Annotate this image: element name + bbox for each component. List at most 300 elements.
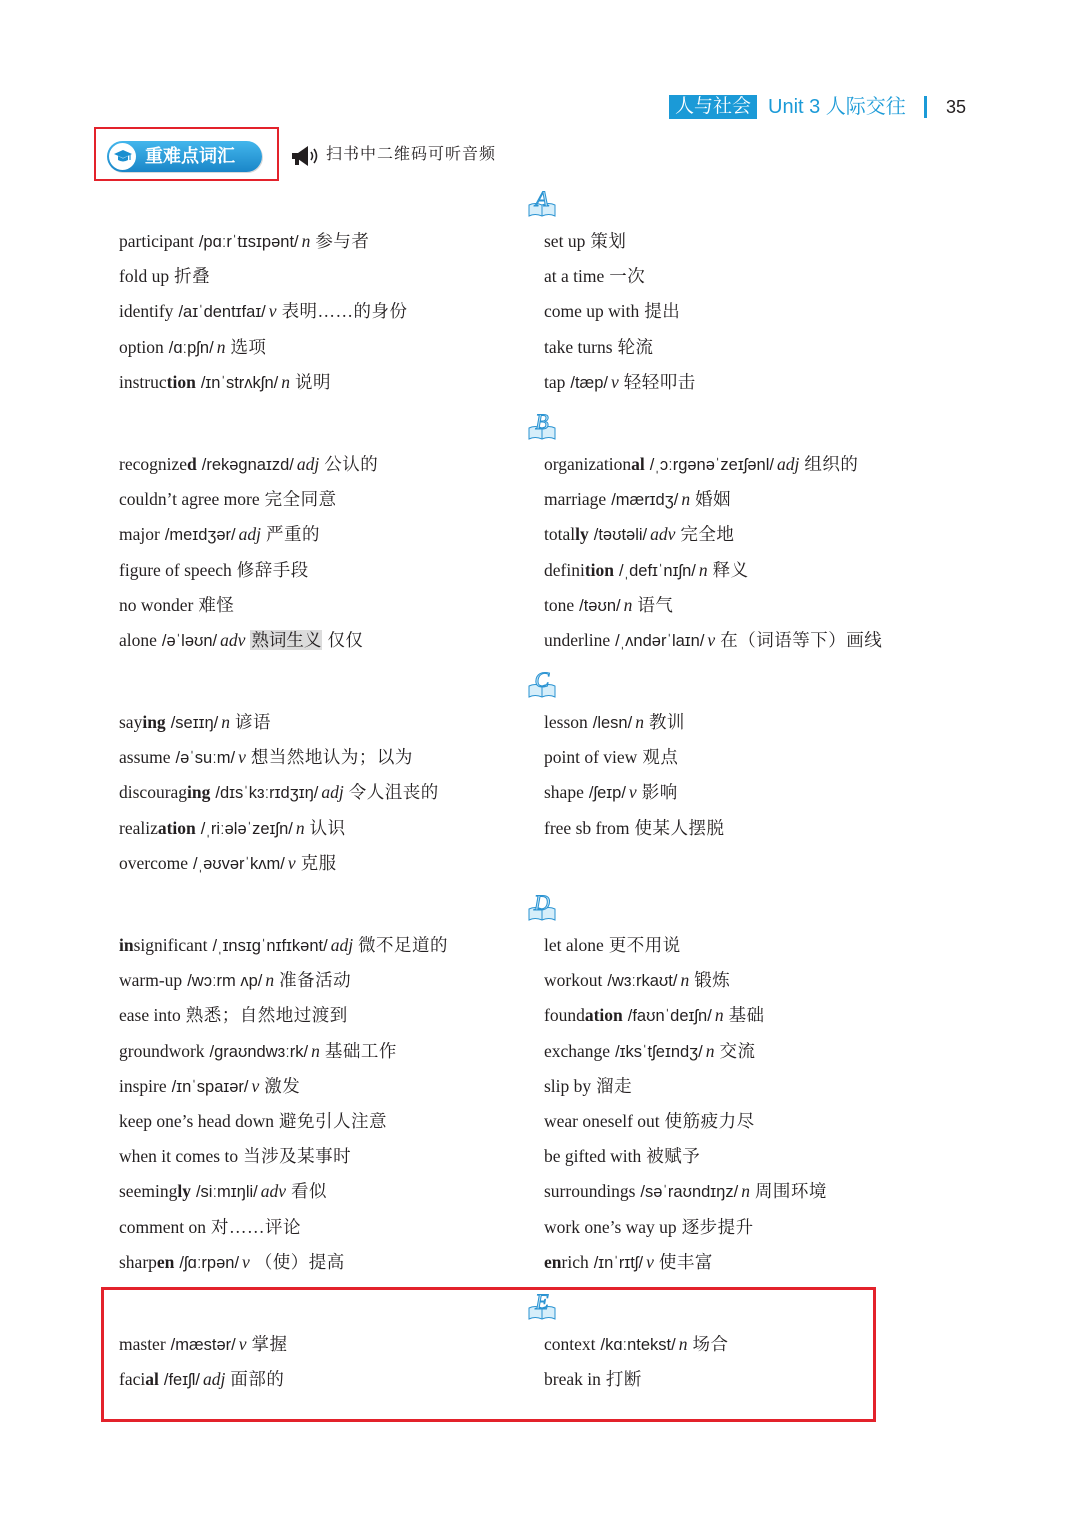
- entry-word: [119, 266, 169, 286]
- entry-word: [119, 489, 260, 509]
- entry-part-of-speech: v: [268, 301, 277, 322]
- entry-phonetic: /əˈləʊn/: [161, 631, 218, 650]
- entry-part-of-speech: n: [216, 336, 226, 357]
- entry-meaning: 仅仅: [327, 629, 364, 650]
- word-segment: identify: [119, 301, 174, 322]
- entry-word: [119, 1369, 159, 1389]
- word-segment: take turns: [544, 336, 613, 357]
- column-right: [544, 928, 964, 1280]
- vocab-entry: [544, 1362, 964, 1397]
- entry-meaning: 克服: [300, 852, 337, 873]
- word-segment: slip by: [544, 1075, 592, 1096]
- entry-phonetic: /ˌʌndərˈlaɪn/: [615, 631, 705, 650]
- word-affix-bold: ing: [142, 712, 166, 733]
- entry-part-of-speech: n: [221, 712, 230, 733]
- word-segment: master: [119, 1333, 166, 1354]
- word-segment: be gifted with: [544, 1146, 642, 1167]
- entry-meaning: 场合: [692, 1333, 729, 1354]
- word-affix-bold: ly: [575, 524, 589, 545]
- word-segment: no wonder: [119, 594, 194, 615]
- entry-word: [544, 1369, 601, 1389]
- vocab-entry: [544, 1210, 964, 1245]
- entry-word: [544, 489, 606, 509]
- entry-word: [544, 1146, 641, 1166]
- entry-phonetic: /ˌdefɪˈnɪʃn/: [619, 561, 696, 580]
- section-letter: D: [534, 890, 550, 915]
- word-segment: shape: [544, 782, 584, 803]
- word-affix-bold: in: [119, 935, 134, 955]
- word-affix-bold: d: [187, 453, 197, 474]
- entry-meaning: 当涉及某事时: [243, 1146, 352, 1167]
- vocab-entry: [119, 775, 544, 810]
- entry-part-of-speech: v: [251, 1075, 260, 1096]
- word-segment: marriage: [544, 489, 607, 510]
- entry-meaning: 熟悉；自然地过渡到: [185, 1005, 348, 1026]
- entry-word: [544, 1217, 677, 1237]
- entry-meaning: 锻炼: [694, 970, 731, 991]
- header-divider: [924, 96, 927, 118]
- column-left: [119, 224, 544, 400]
- vocab-entry: [544, 928, 964, 963]
- vocab-entry: [544, 1034, 964, 1069]
- word-affix-bold: ation: [584, 1005, 623, 1026]
- entry-phonetic: /təʊn/: [579, 596, 621, 615]
- word-segment: surroundings: [544, 1181, 636, 1202]
- entry-word: [544, 1181, 635, 1201]
- entry-phonetic: /pɑːrˈtɪsɪpənt/: [198, 233, 299, 251]
- vocab-entry: [544, 998, 964, 1033]
- column-right: [544, 447, 964, 658]
- word-affix-bold: ing: [187, 782, 211, 803]
- entry-meaning: 在（词语等下）画线: [720, 629, 883, 650]
- entry-part-of-speech: v: [238, 1333, 247, 1354]
- entry-meaning: 溜走: [596, 1075, 633, 1096]
- word-segment: fold up: [119, 266, 170, 287]
- vocab-entry: [544, 447, 964, 482]
- vocab-entry: [544, 775, 964, 810]
- vocabulary-list: [0, 184, 1080, 1404]
- entry-word: [119, 301, 173, 321]
- entry-phonetic: /ˌəʊvərˈkʌm/: [193, 854, 285, 873]
- vocab-entry: [544, 740, 964, 775]
- entry-word: [544, 372, 565, 392]
- vocab-section-c: [0, 665, 1080, 881]
- entry-word: [544, 524, 589, 544]
- entry-part-of-speech: n: [301, 231, 311, 251]
- entry-meaning: 基础: [728, 1005, 765, 1026]
- entry-meaning: 参与者: [315, 231, 370, 251]
- vocab-entry: [119, 1327, 544, 1362]
- vocab-entry: [119, 330, 544, 365]
- entry-part-of-speech: n: [705, 1040, 715, 1061]
- page-number: 35: [946, 97, 967, 117]
- entry-meaning: 提出: [644, 301, 681, 322]
- column-right: [544, 1327, 964, 1397]
- entry-phonetic: /təʊtəli/: [593, 526, 648, 545]
- section-columns: [0, 447, 1080, 658]
- entry-phonetic: /ʃeɪp/: [588, 784, 626, 803]
- column-left: [119, 1327, 544, 1397]
- word-affix-bold: al: [631, 453, 645, 474]
- entry-meaning: 使某人摆脱: [634, 817, 725, 838]
- vocab-entry: [119, 963, 544, 998]
- entry-part-of-speech: adj: [238, 524, 262, 545]
- entry-meaning: 周围环境: [754, 1181, 827, 1202]
- book-letter-icon: [527, 1288, 557, 1321]
- word-segment: when it comes to: [119, 1146, 239, 1167]
- entry-meaning: 教训: [648, 712, 685, 733]
- entry-meaning: 完全同意: [264, 489, 337, 510]
- entry-part-of-speech: adj: [203, 1369, 226, 1390]
- vocab-entry: [544, 330, 964, 365]
- entry-word: [119, 747, 171, 767]
- entry-word: [544, 970, 602, 990]
- word-segment: defini: [544, 559, 585, 580]
- vocab-entry: [119, 1174, 544, 1209]
- word-segment: let alone: [544, 935, 604, 955]
- entry-word: [544, 630, 610, 650]
- speaker-icon: [289, 143, 321, 169]
- entry-meaning: 选项: [230, 336, 267, 357]
- word-segment: organization: [544, 453, 632, 474]
- word-segment: tone: [544, 594, 575, 615]
- vocab-entry: [119, 811, 544, 846]
- entry-part-of-speech: adv: [220, 629, 246, 650]
- vocab-entry: [544, 1174, 964, 1209]
- word-segment: sharp: [119, 1251, 157, 1272]
- entry-phonetic: /səˈraʊndɪŋz/: [640, 1183, 739, 1202]
- word-segment: faci: [119, 1369, 146, 1390]
- word-segment: instruc: [119, 371, 167, 392]
- entry-part-of-speech: v: [646, 1251, 654, 1272]
- entry-part-of-speech: n: [635, 712, 644, 733]
- entry-meaning: 交流: [719, 1040, 756, 1061]
- word-segment: figure of speech: [119, 559, 232, 580]
- entry-phonetic: /kɑːntekst/: [600, 1335, 676, 1354]
- entry-phonetic: /seɪɪŋ/: [170, 714, 219, 733]
- word-segment: seeming: [119, 1181, 178, 1202]
- graduation-cap-icon: [109, 143, 136, 170]
- entry-phonetic: /tæp/: [570, 373, 608, 392]
- entry-meaning: 使丰富: [658, 1251, 713, 1272]
- entry-meaning: 微不足道的: [358, 935, 449, 955]
- entry-part-of-speech: n: [714, 1005, 724, 1026]
- word-affix-bold: tion: [584, 559, 615, 580]
- column-left: [119, 928, 544, 1280]
- entry-word: [544, 935, 604, 955]
- word-segment: work one’s way up: [544, 1216, 677, 1237]
- vocab-entry: [544, 294, 964, 329]
- entry-meaning: 逐步提升: [681, 1216, 754, 1237]
- entry-word: [119, 1111, 274, 1131]
- entry-meaning: 一次: [609, 266, 646, 287]
- entry-word: [119, 524, 160, 544]
- entry-part-of-speech: adj: [330, 935, 354, 955]
- vocab-entry: [544, 224, 964, 259]
- vocab-section-e: [0, 1287, 1080, 1397]
- section-letter: E: [535, 1288, 549, 1314]
- entry-word: [119, 818, 196, 838]
- entry-part-of-speech: n: [698, 559, 708, 580]
- entry-meaning: 轻轻叩击: [623, 371, 696, 392]
- entry-part-of-speech: v: [611, 371, 619, 392]
- section-columns: [0, 1327, 1080, 1397]
- vocab-entry: [119, 1210, 544, 1245]
- entry-phonetic: /ˌɔːrgənəˈzeɪʃənl/: [649, 455, 774, 474]
- word-segment: context: [544, 1333, 596, 1354]
- word-segment: total: [544, 524, 576, 545]
- entry-word: [544, 1111, 660, 1131]
- entry-part-of-speech: n: [741, 1181, 750, 1202]
- entry-phonetic: /wɜːrkaʊt/: [607, 972, 678, 991]
- vocab-entry: [544, 517, 964, 552]
- entry-meaning: 基础工作: [324, 1040, 397, 1061]
- audio-hint-text: 扫书中二维码可听音频: [326, 146, 497, 163]
- entry-meaning: 折叠: [174, 266, 211, 287]
- entry-part-of-speech: n: [678, 1333, 688, 1354]
- entry-word: [544, 1041, 610, 1061]
- word-segment: come up with: [544, 301, 640, 322]
- entry-word: [119, 595, 193, 615]
- word-segment: significant: [133, 935, 208, 955]
- entry-part-of-speech: adj: [776, 453, 800, 474]
- section-marker-row: [0, 184, 1080, 224]
- entry-meaning: 表明……的身份: [281, 301, 408, 322]
- entry-word: [119, 337, 164, 357]
- word-affix-bold: tion: [166, 371, 196, 392]
- header-unit-title: Unit 3 人际交往: [768, 96, 906, 118]
- entry-word: [119, 1005, 181, 1025]
- entry-word: [544, 1334, 596, 1354]
- word-segment: at a time: [544, 266, 605, 287]
- book-letter-icon: [527, 667, 557, 699]
- entry-meaning: 令人沮丧的: [348, 782, 439, 803]
- section-marker-row: [0, 1287, 1080, 1327]
- entry-meaning: 影响: [641, 782, 678, 803]
- column-right: [544, 224, 964, 400]
- entry-meaning: 难怪: [198, 594, 235, 615]
- word-segment: exchange: [544, 1040, 611, 1061]
- entry-meaning: 使筋疲力尽: [664, 1110, 755, 1131]
- vocab-entry: [119, 623, 544, 658]
- entry-phonetic: /feɪʃl/: [163, 1371, 200, 1390]
- entry-phonetic: /rekəgnaɪzd/: [201, 455, 294, 474]
- word-segment: warm-up: [119, 970, 183, 991]
- entry-word: [119, 454, 197, 474]
- vocab-entry: [544, 811, 964, 846]
- entry-word: [119, 1217, 206, 1237]
- entry-word: [544, 231, 585, 251]
- entry-meaning: 掌握: [251, 1333, 288, 1354]
- entry-word: [119, 935, 207, 955]
- word-segment: comment on: [119, 1216, 206, 1237]
- entry-word: [119, 231, 194, 251]
- vocab-entry: [119, 1034, 544, 1069]
- entry-part-of-speech: n: [295, 817, 305, 838]
- vocab-entry: [119, 846, 544, 881]
- word-segment: say: [119, 712, 143, 733]
- word-segment: option: [119, 336, 164, 357]
- word-segment: groundwork: [119, 1040, 205, 1061]
- entry-word: [119, 1041, 205, 1061]
- vocab-entry: [119, 1245, 544, 1280]
- section-letter: B: [535, 408, 549, 434]
- vocab-entry: [544, 705, 964, 740]
- word-segment: tap: [544, 371, 566, 392]
- entry-phonetic: /ˌɪnsɪgˈnɪfɪkənt/: [212, 937, 328, 955]
- vocab-entry: [119, 447, 544, 482]
- entry-word: [544, 454, 645, 474]
- vocab-entry: [119, 1104, 544, 1139]
- entry-meaning: 准备活动: [279, 970, 352, 991]
- entry-meaning: 说明: [294, 371, 331, 392]
- section-marker-row: [0, 665, 1080, 705]
- vocab-section-d: [0, 888, 1080, 1280]
- word-segment: alone: [119, 629, 157, 650]
- section-marker-row: [0, 888, 1080, 928]
- entry-phonetic: /mærɪdʒ/: [611, 491, 679, 510]
- entry-word: [544, 818, 630, 838]
- entry-phonetic: /ɪnˈstrʌkʃn/: [200, 373, 279, 392]
- column-left: [119, 705, 544, 881]
- entry-word: [544, 747, 637, 767]
- entry-phonetic: /faʊnˈdeɪʃn/: [627, 1007, 712, 1026]
- entry-part-of-speech: v: [238, 747, 246, 768]
- entry-meaning: 完全地: [680, 524, 735, 545]
- entry-phonetic: /ɪnˈrɪtʃ/: [593, 1253, 644, 1272]
- word-segment: wear oneself out: [544, 1110, 660, 1131]
- entry-word: [119, 1252, 174, 1272]
- vocab-entry: [544, 623, 964, 658]
- vocab-entry: [119, 259, 544, 294]
- entry-word: [119, 560, 232, 580]
- word-segment: underline: [544, 629, 611, 650]
- book-letter-icon: [527, 408, 557, 441]
- vocab-entry: [119, 1362, 544, 1397]
- section-marker-row: [0, 407, 1080, 447]
- entry-meaning: 语气: [637, 594, 674, 615]
- word-affix-bold: ly: [177, 1181, 191, 1202]
- entry-word: [544, 782, 584, 802]
- vocab-entry: [119, 1139, 544, 1174]
- vocab-entry: [119, 224, 544, 259]
- entry-meaning: 策划: [590, 231, 627, 251]
- vocab-entry: [119, 1069, 544, 1104]
- word-segment: participant: [119, 231, 194, 251]
- entry-meaning: 严重的: [266, 524, 321, 545]
- word-segment: major: [119, 524, 160, 545]
- entry-phonetic: /ʃɑːrpən/: [179, 1253, 240, 1272]
- vocab-entry: [544, 259, 964, 294]
- entry-part-of-speech: adj: [321, 782, 344, 803]
- word-segment: discourag: [119, 782, 188, 803]
- entry-phonetic: /ɑːpʃn/: [168, 338, 214, 357]
- entry-meaning: 婚姻: [695, 489, 732, 510]
- entry-word: [119, 1076, 167, 1096]
- entry-tag: 熟词生义: [251, 629, 322, 650]
- vocab-entry: [119, 998, 544, 1033]
- book-letter-icon: [527, 890, 557, 922]
- vocab-entry: [119, 294, 544, 329]
- entry-phonetic: /aɪˈdentɪfaɪ/: [178, 303, 266, 322]
- entry-meaning: 打断: [605, 1369, 642, 1390]
- section-columns: [0, 705, 1080, 881]
- word-segment: recognize: [119, 453, 188, 474]
- entry-word: [544, 1005, 623, 1025]
- word-segment: assume: [119, 747, 171, 768]
- entry-meaning: 认识: [309, 817, 346, 838]
- entry-phonetic: /əˈsuːm/: [175, 749, 236, 768]
- section-columns: [0, 224, 1080, 400]
- word-segment: keep one’s head down: [119, 1110, 275, 1131]
- vocab-entry: [544, 482, 964, 517]
- entry-meaning: 修辞手段: [236, 559, 309, 580]
- vocab-entry: [119, 740, 544, 775]
- entry-part-of-speech: v: [628, 782, 637, 803]
- section-title: 重难点词汇: [145, 146, 235, 166]
- section-letter: C: [534, 667, 550, 693]
- entry-word: [544, 266, 604, 286]
- word-segment: found: [544, 1005, 585, 1026]
- word-segment: break in: [544, 1369, 601, 1390]
- entry-word: [119, 1181, 191, 1201]
- entry-meaning: （使）提高: [254, 1251, 345, 1272]
- entry-phonetic: /wɔːrm ʌp/: [187, 972, 263, 991]
- entry-word: [119, 782, 210, 802]
- entry-part-of-speech: n: [681, 489, 691, 510]
- entry-meaning: 观点: [642, 747, 679, 768]
- entry-part-of-speech: v: [707, 629, 716, 650]
- entry-phonetic: /siːmɪŋli/: [195, 1183, 258, 1202]
- entry-meaning: 避免引人注意: [279, 1110, 388, 1131]
- vocab-entry: [544, 365, 964, 400]
- entry-meaning: 公认的: [324, 453, 379, 474]
- vocab-entry: [119, 517, 544, 552]
- book-letter-icon: [527, 186, 557, 218]
- entry-phonetic: /dɪsˈkɜːrɪdʒɪŋ/: [215, 784, 319, 803]
- entry-meaning: 组织的: [804, 453, 859, 474]
- entry-phonetic: /mæstər/: [170, 1335, 236, 1354]
- word-affix-bold: ation: [157, 817, 196, 838]
- vocab-entry: [119, 705, 544, 740]
- entry-word: [119, 1334, 166, 1354]
- vocab-entry: [119, 482, 544, 517]
- entry-word: [544, 301, 639, 321]
- entry-word: [119, 853, 188, 873]
- header-theme-label: 人与社会: [669, 95, 757, 119]
- vocab-section-a: [0, 184, 1080, 400]
- entry-part-of-speech: adj: [296, 453, 320, 474]
- entry-word: [544, 1076, 591, 1096]
- entry-word: [544, 560, 614, 580]
- entry-phonetic: /ɪnˈspaɪər/: [171, 1077, 249, 1096]
- vocab-entry: [119, 365, 544, 400]
- vocab-entry: [544, 553, 964, 588]
- entry-phonetic: /graʊndwɜːrk/: [209, 1042, 309, 1061]
- entry-part-of-speech: n: [623, 594, 633, 615]
- entry-meaning: 轮流: [617, 336, 654, 357]
- vocab-entry: [544, 1139, 964, 1174]
- entry-meaning: 被赋予: [646, 1146, 701, 1167]
- entry-meaning: 更不用说: [608, 935, 681, 955]
- word-segment: inspire: [119, 1075, 167, 1096]
- vocab-entry: [544, 1245, 964, 1280]
- entry-part-of-speech: n: [281, 371, 290, 392]
- word-segment: free sb from: [544, 817, 630, 838]
- word-affix-bold: en: [156, 1251, 175, 1272]
- entry-part-of-speech: n: [311, 1040, 320, 1061]
- section-title-badge: [107, 141, 262, 172]
